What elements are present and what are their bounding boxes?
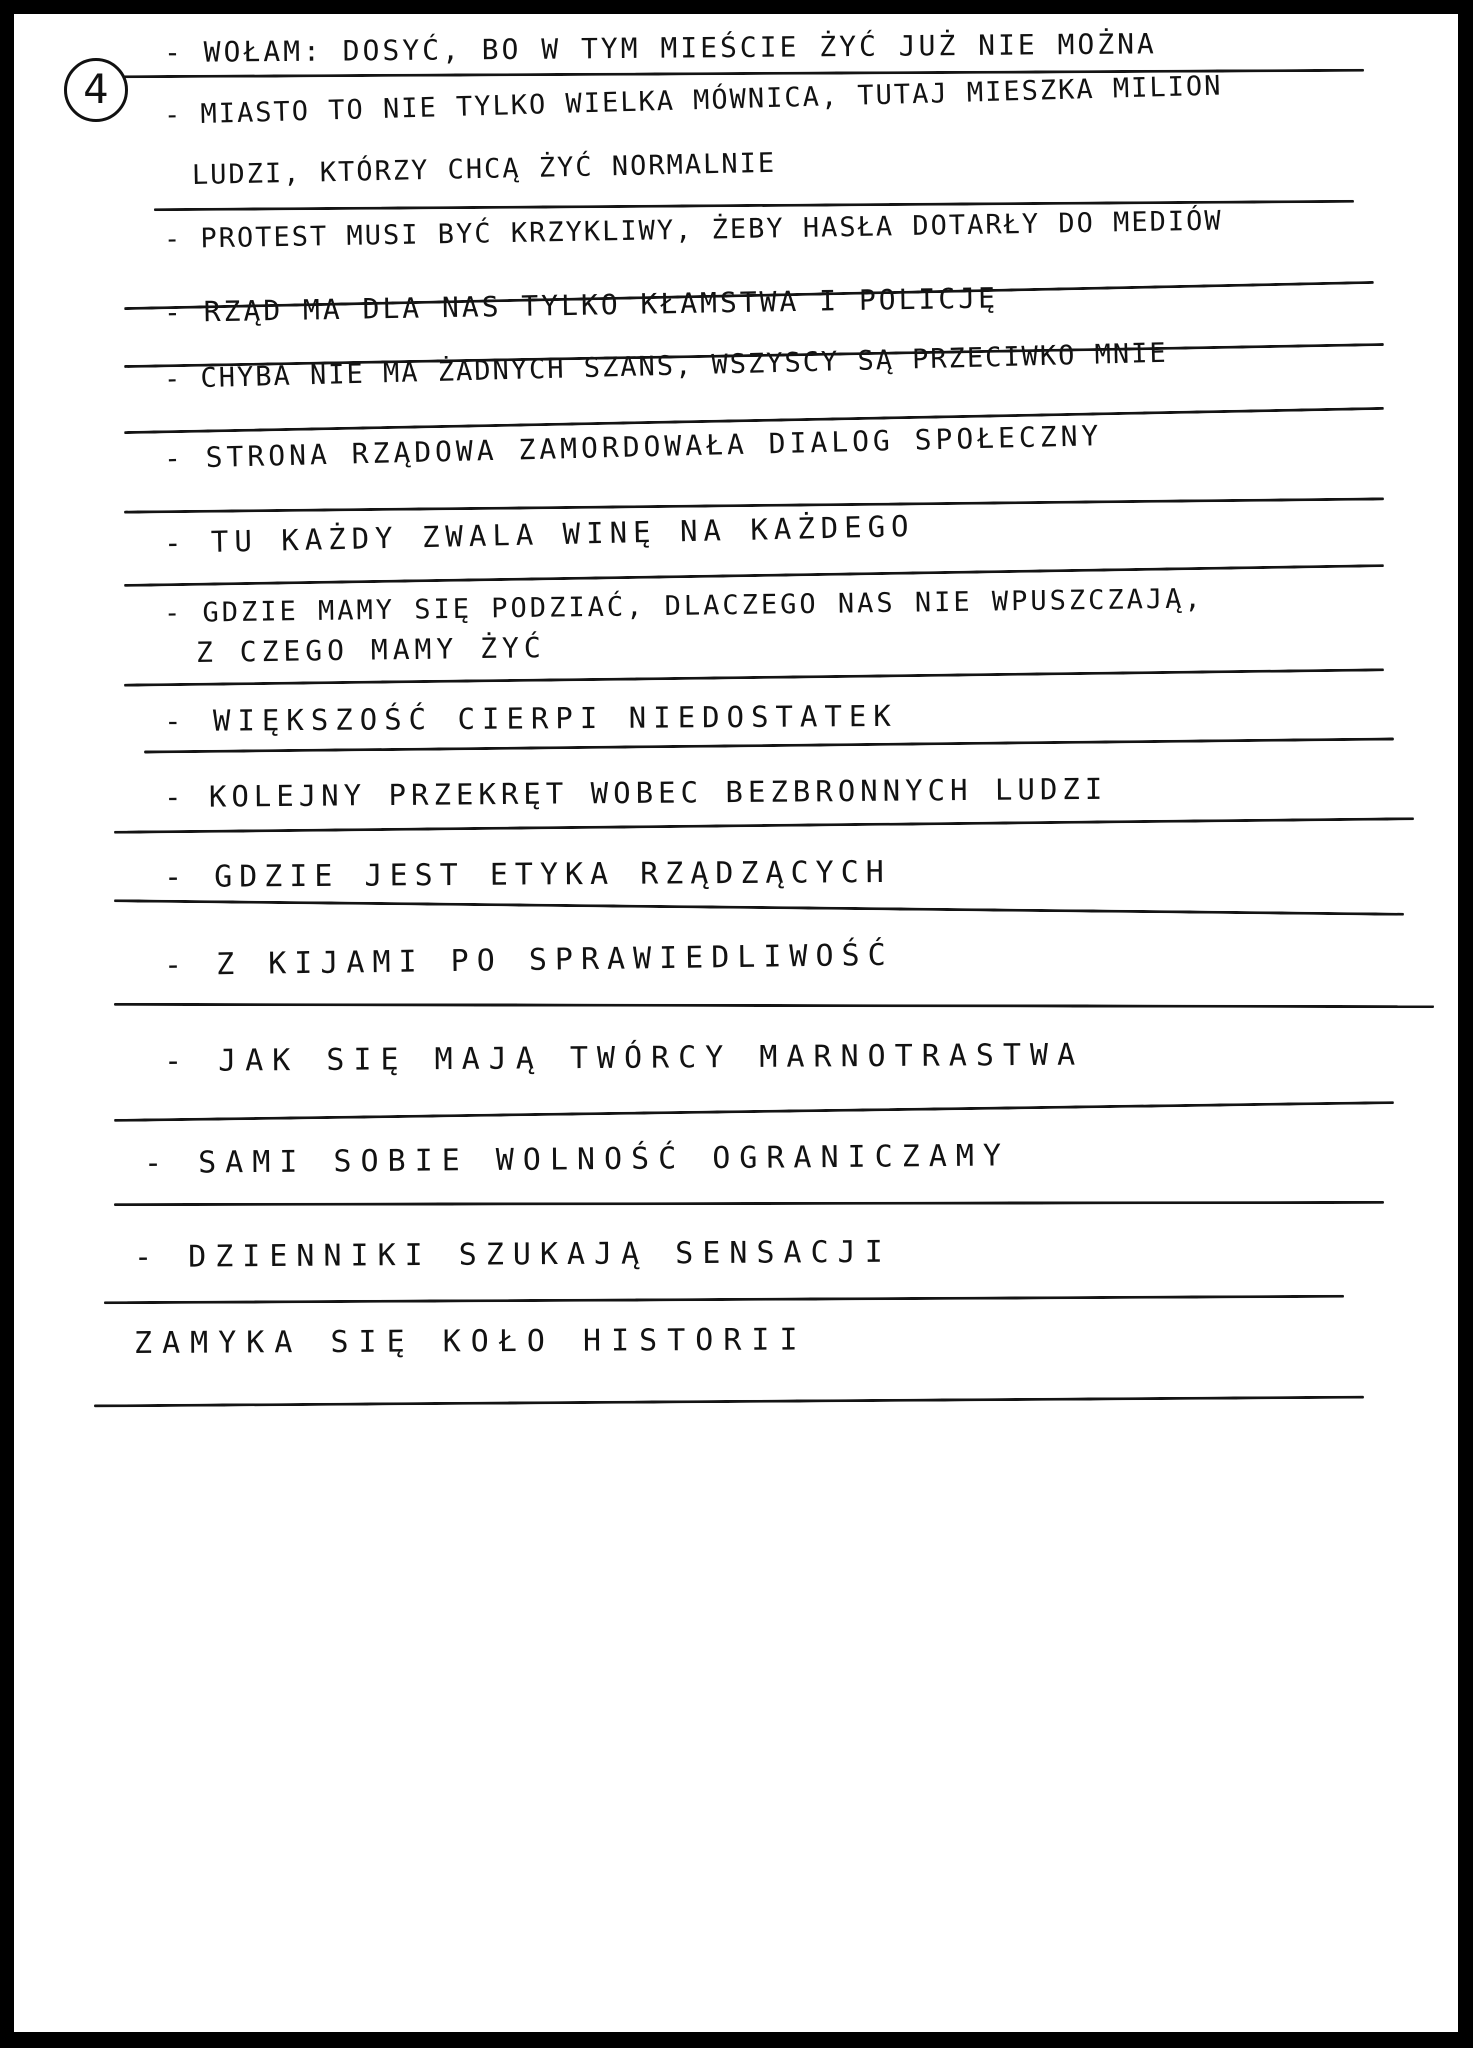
note-line-1: - WOŁAM: DOSYĆ, BO W TYM MIEŚCIE ŻYĆ JUŻ NIE MOŻNA: [163, 27, 1157, 69]
note-line-13: - GDZIE JEST ETYKA RZĄDZĄCYCH: [163, 854, 891, 895]
ruled-line: [144, 737, 1394, 753]
note-line-3: LUDZI, KTÓRZY CHCĄ ŻYĆ NORMALNIE: [191, 147, 777, 191]
note-line-2: - MIASTO TO NIE TYLKO WIELKA MÓWNICA, TUTAJ MIESZKA MILION: [163, 70, 1223, 131]
note-line-16: - SAMI SOBIE WOLNOŚĆ OGRANICZAMY: [143, 1138, 1011, 1181]
note-line-15: - JAK SIĘ MAJĄ TWÓRCY MARNOTRASTWA: [163, 1037, 1085, 1079]
note-line-11: - WIĘKSZOŚĆ CIERPI NIEDOSTATEK: [163, 698, 898, 738]
note-line-6: - CHYBA NIE MA ŻADNYCH SZANS, WSZYSCY SĄ PRZECIWKO MNIE: [163, 337, 1169, 395]
ruled-line: [114, 899, 1404, 916]
notebook-page: [14, 14, 1458, 2032]
note-line-8: - TU KAŻDY ZWALA WINĘ NA KAŻDEGO: [163, 508, 915, 560]
ruled-line: [114, 1101, 1394, 1122]
note-line-18: ZAMYKA SIĘ KOŁO HISTORII: [133, 1322, 808, 1361]
ruled-line: [124, 668, 1384, 686]
note-line-14: - Z KIJAMI PO SPRAWIEDLIWOŚĆ: [163, 937, 894, 983]
ruled-line: [114, 1201, 1384, 1206]
page-number: 4: [64, 58, 128, 122]
note-line-12: - KOLEJNY PRZEKRĘT WOBEC BEZBRONNYCH LUDZI: [163, 771, 1108, 814]
note-line-17: - DZIENNIKI SZUKAJĄ SENSACJI: [133, 1234, 892, 1275]
note-line-10: Z CZEGO MAMY ŻYĆ: [195, 631, 546, 669]
note-line-9: - GDZIE MAMY SIĘ PODZIAĆ, DLACZEGO NAS NIE WPUSZCZAJĄ,: [163, 583, 1204, 629]
note-line-7: - STRONA RZĄDOWA ZAMORDOWAŁA DIALOG SPOŁECZNY: [163, 419, 1103, 475]
ruled-line: [114, 1003, 1434, 1008]
ruled-line: [94, 1396, 1364, 1408]
ruled-line: [124, 497, 1384, 513]
note-line-5: - RZĄD MA DLA NAS TYLKO KŁAMSTWA I POLICJĘ: [163, 281, 999, 329]
ruled-line: [114, 817, 1414, 834]
ruled-line: [104, 1295, 1344, 1304]
note-line-4: - PROTEST MUSI BYĆ KRZYKLIWY, ŻEBY HASŁA DOTARŁY DO MEDIÓW: [163, 205, 1223, 255]
